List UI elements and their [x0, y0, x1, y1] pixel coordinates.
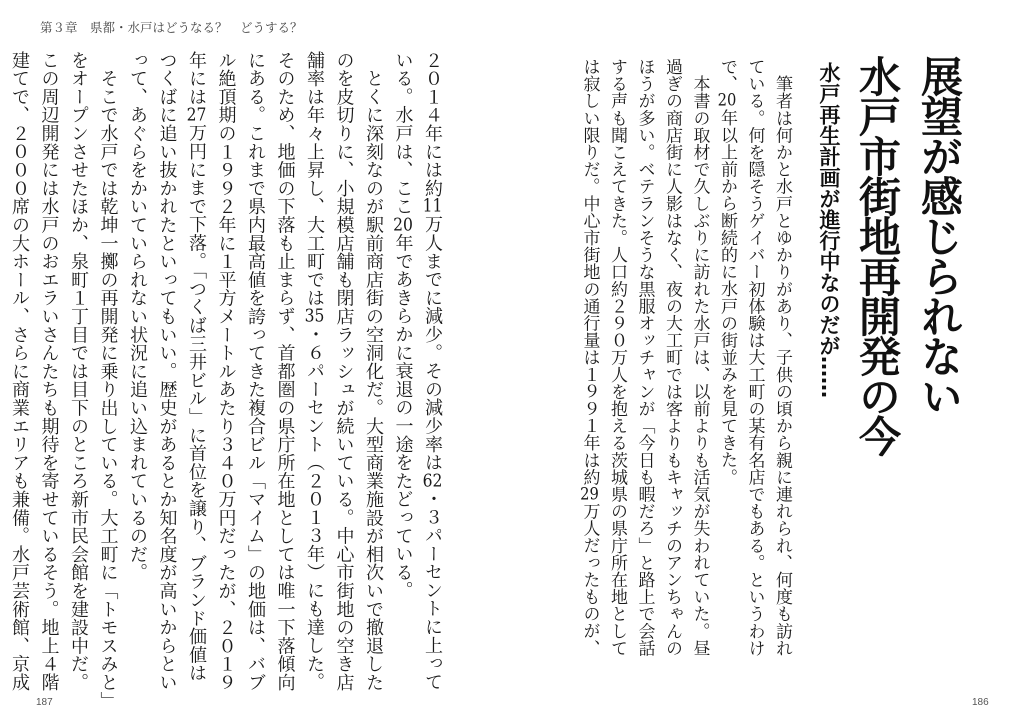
number-run: 29 — [580, 485, 599, 503]
text-column: をオープンさせたほか、泉町１丁目では目下のところ新市民会館を建設中だ。 — [68, 51, 89, 692]
text-column: この周辺開発には水戸のおエラいさんたちも期待を寄せているそう。地上４階 — [38, 51, 60, 692]
text-column: ル絶頂期の１９９２年に１平方メートルあたり３４０万円だったが、２０１９ — [215, 51, 237, 692]
text-column: 本書の取材で久しぶりに訪れた水戸は、以前よりも活気が失われていた。昼 — [689, 58, 710, 657]
text-column: って、あぐらをかいていられない状況に追い込まれているのだ。 — [127, 51, 148, 582]
running-header: 第３章 県都・水戸はどうなる？ どうする？ — [40, 20, 303, 35]
text-column: ２０１４年には約11万人までに減少。その減少率は62・３パーセントに上って — [422, 51, 443, 691]
text-column: そのため、地価の下落も止まらず、首都圏の県庁所在地としては唯一下落傾向 — [274, 51, 296, 692]
text-column: にある。これまで県内最高値を誇ってきた複合ビル「マイム」の地価は、バブ — [245, 51, 266, 692]
number-run: 27 — [186, 105, 207, 124]
text-column: する声も聞こえてきた。人口約２９０万人を抱える茨城県の県庁所在地として — [607, 58, 627, 657]
right-page-body — [573, 58, 795, 670]
text-column: ほうが多い。ベテランそうな黒服オッチャンが「今日も暇だろ」と路上で会話 — [634, 58, 655, 657]
text-column: 筆者は何かと水戸とゆかりがあり、子供の頃から親に連れられ、何度も訪れ — [772, 58, 792, 657]
page-number-right: 186 — [972, 697, 989, 708]
section-subtitle: 水戸再生計画が進行中なのだが…… — [817, 62, 841, 398]
number-run: 62 — [422, 471, 443, 490]
text-column: そこで水戸では乾坤一擲の再開発に乗り出している。大工町に「トモスみと」 — [97, 51, 119, 710]
text-column: のを皮切りに、小規模店舗も閉店ラッシュが続いている。中心市街地の空き店 — [333, 51, 355, 692]
text-column: は寂しい限りだ。中心市街地の通行量は１９９１年は約29万人だったものが、 — [579, 58, 600, 657]
text-column: いる。水戸は、ここ20年であきらかに衰退の一途をたどっている。 — [392, 51, 414, 600]
number-run: 20 — [393, 215, 413, 234]
title-line-1: 展望が感じられない — [915, 55, 964, 415]
page-number-left: 187 — [36, 697, 53, 708]
chapter-section-title — [850, 55, 970, 475]
title-line-2: 水戸市街地再開発の今 — [853, 55, 902, 455]
number-run: 35 — [304, 307, 325, 326]
number-run: 20 — [717, 92, 737, 110]
text-column: つくばに追い抜かれたといってもいい。歴史があるとか知名度が高いからとい — [156, 51, 178, 692]
text-column: 年には27万円にまで下落。「つくば三井ビル」に首位を譲り、ブランド価値は — [186, 51, 207, 683]
text-column: 舗率は年々上昇し、大工町では35・６パーセント（２０１３年）にも達した。 — [304, 51, 325, 692]
text-column: で、20年以上前から断続的に水戸の街並みを見てきた。 — [717, 58, 737, 486]
text-column: ている。何を隠そうゲイバー初体験は大工町の某有名店でもある。というわけ — [744, 58, 765, 657]
text-column: 過ぎの商店街に人影はなく、夜の大工町では客よりもキャッチのアンちゃんの — [662, 58, 682, 657]
text-column: 建てで、２０００席の大ホール、さらに商業エリアも兼備。水戸芸術館、京成 — [9, 51, 30, 692]
text-column: とくに深刻なのが駅前商店街の空洞化だ。大型商業施設が相次いで撤退した — [363, 51, 384, 692]
number-run: 11 — [422, 197, 443, 216]
